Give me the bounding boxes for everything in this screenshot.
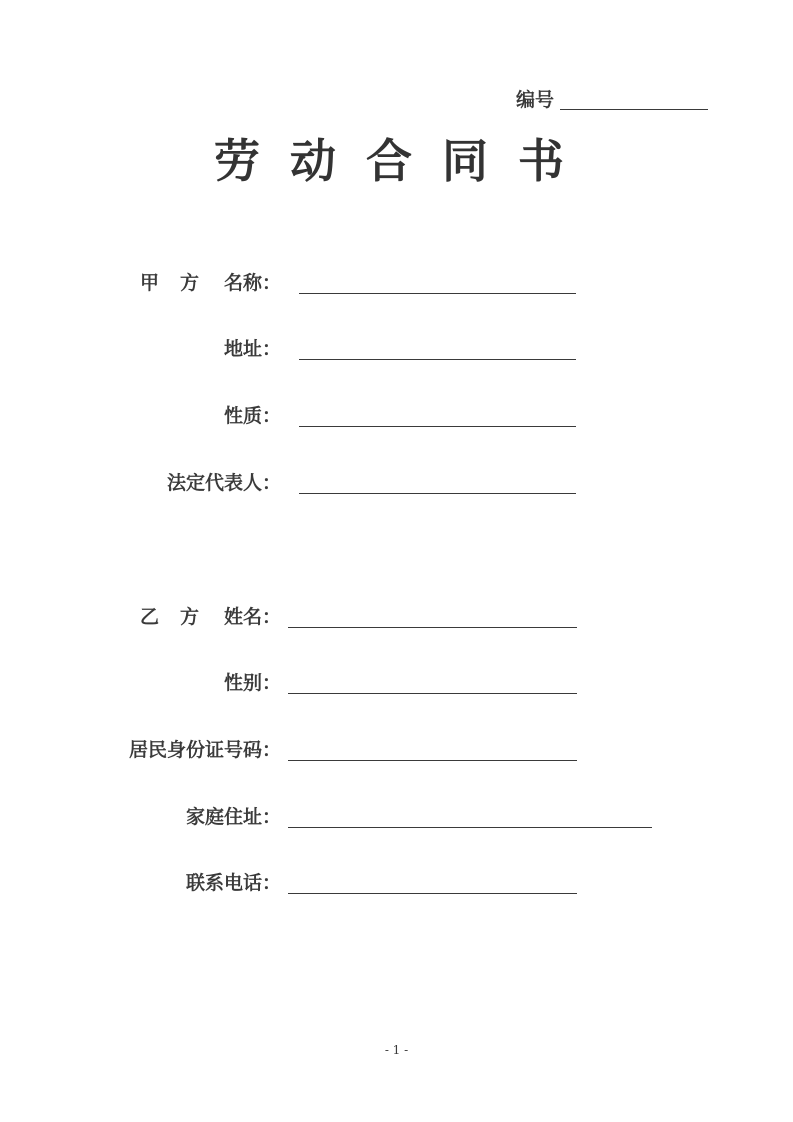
party-b-label: 乙方 [140,606,221,628]
party-a-legal-rep-label: 法定代表人： [166,472,281,494]
party-b-gender-label: 性别： [223,672,281,694]
party-b-phone-label: 联系电话： [185,872,281,894]
party-b-id-number-label: 居民身份证号码： [128,739,281,761]
party-a-label: 甲方 [140,272,221,294]
party-a-nature-label: 性质： [223,405,281,427]
party-b-gender-field[interactable] [288,693,577,694]
party-b-name-field[interactable] [288,627,577,628]
party-a-address-field[interactable] [299,359,576,360]
serial-number-field[interactable] [560,109,708,110]
party-b-home-address-label: 家庭住址： [185,806,281,828]
party-b-name-label: 姓名： [223,606,281,628]
document-title: 劳动合同书 [214,134,594,188]
party-b-phone-field[interactable] [288,893,577,894]
party-a-nature-field[interactable] [299,426,576,427]
party-b-id-number-field[interactable] [288,760,577,761]
party-a-name-field[interactable] [299,293,576,294]
serial-number-label: 编号 [516,89,555,111]
party-a-legal-rep-field[interactable] [299,493,576,494]
party-a-name-label: 名称： [223,272,281,294]
party-b-home-address-field[interactable] [288,827,652,828]
page-number: - 1 - [384,1043,409,1057]
party-a-address-label: 地址： [223,338,281,360]
